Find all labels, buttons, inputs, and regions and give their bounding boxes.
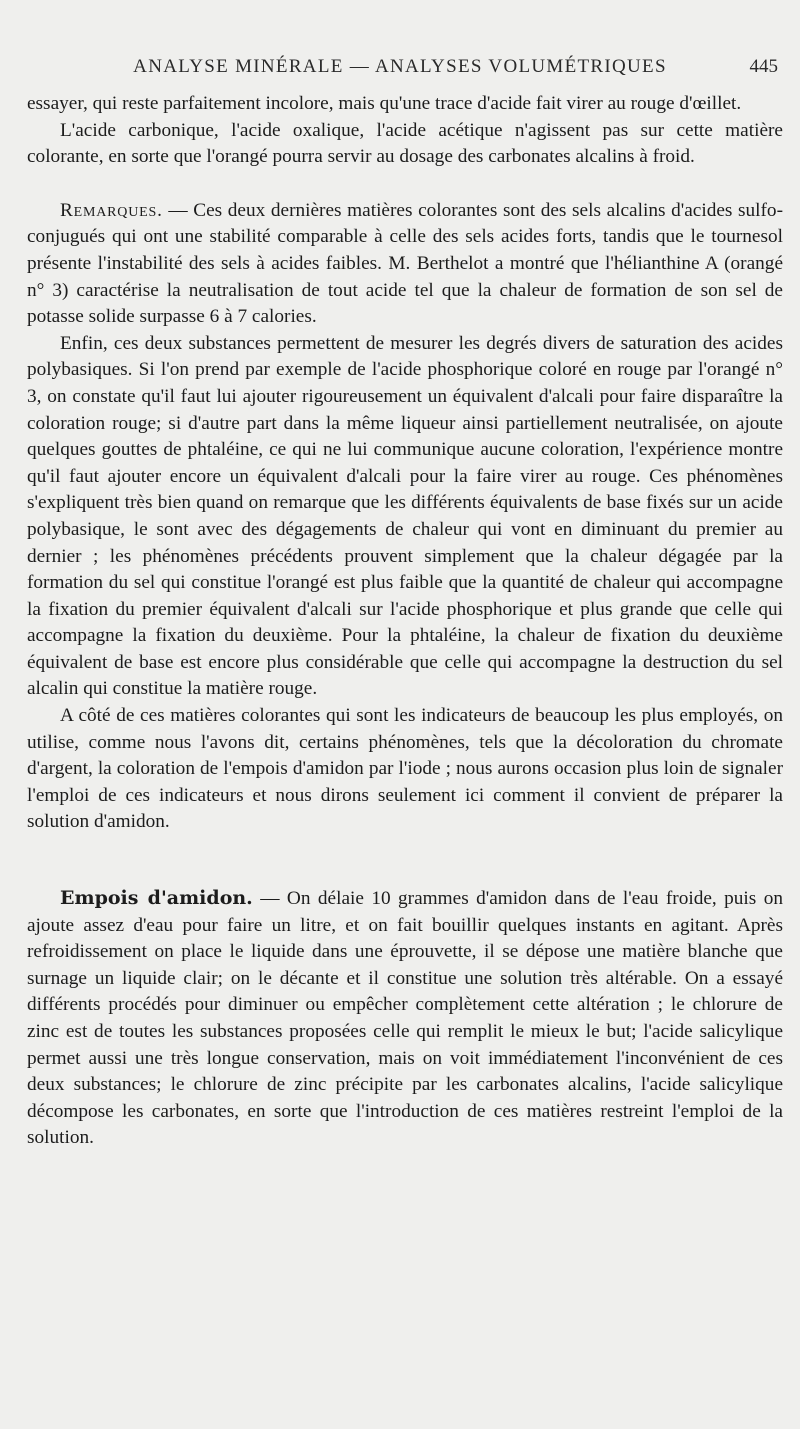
empois-text: — On délaie 10 grammes d'amidon dans de l'eau froide, puis on ajoute assez d'eau pour faire un litre, et on fait bouillir quelques instants en agitant. Après refroidissement on place le liquide dans une éprouvette, il se dépose une matière blanche que surnage un liquide clair; on le décante et il constitue une solution très altérable. On a essayé différents procédés pour diminuer ou empêcher complètement cette altération ; le chlorure de zinc est de toutes les substances proposées celle qui remplit le mieux le but; l'acide salicylique permet aussi une très longue conservation, mais on voit immédiatement l'inconvénient de ces deux substances; le chlorure de zinc précipite par les carbonates alcalins, l'acide salicylique décompose les carbonates, en sorte que l'introduction de ces matières restreint l'emploi de la solution.	[27, 888, 783, 1149]
paragraph-continuation: essayer, qui reste parfaitement incolore, mais qu'une trace d'acide fait virer au rouge d'œillet.	[27, 93, 742, 114]
paragraph-empois-amidon	[27, 885, 783, 1152]
page-number: 445	[749, 56, 778, 77]
paragraph-other-indicators: A côté de ces matières colorantes qui sont les indicateurs de beaucoup les plus employés, on utilise, comme nous l'avons dit, certains phénomènes, tels que la décoloration du chromate d'argent, la coloration de l'empois d'amidon par l'iode ; nous aurons occasion plus loin de signaler l'emploi de ces indicateurs et nous dirons seulement ici comment il convient de préparer la solution d'amidon.	[27, 705, 783, 833]
remarques-text: — Ces deux dernières matières colorantes sont des sels alcalins d'acides sulfo-conjugués qui ont une stabilité comparable à celle des sels acides forts, tandis que le tournesol présente l'instabilité des sels à acides faibles. M. Berthelot a montré que l'hélianthine A (orangé n° 3) caractérise la neutralisation de tout acide tel que la chaleur de formation de son sel de potasse solide surpasse 6 à 7 calories.	[27, 199, 783, 328]
body-text	[27, 91, 783, 1152]
paragraph-polybasic-acids: Enfin, ces deux substances permettent de mesurer les degrés divers de saturation des acides polybasiques. Si l'on prend par exemple de l'acide phosphorique coloré en rouge par l'orangé n° 3, on constate qu'il faut lui ajouter rigoureusement un équivalent d'alcali pour faire disparaître la coloration rouge; si d'autre part dans la même liqueur ainsi partiellement neutralisée, on ajoute quelques gouttes de phtaléine, ce qui ne lui communique aucune coloration, l'expérience montre qu'il faut ajouter encore un équivalent d'alcali pour la faire virer au rouge. Ces phénomènes s'expliquent très bien quand on remarque que les différents équivalents de base fixés sur un acide polybasique, le sont avec des dégagements de chaleur qui vont en diminuant du premier au dernier ; les phénomènes précédents prouvent simplement que la chaleur dégagée par la formation du sel qui constitue l'orangé est plus faible que la quantité de chaleur qui accompagne la fixation du premier équivalent d'alcali sur l'acide phosphorique et plus grande que celle qui accompagne la fixation du deuxième. Pour la phtaléine, la chaleur de fixation du deuxième équivalent de base est encore plus considérable que celle qui accompagne la destruction du sel alcalin qui constitue la matière rouge.	[27, 332, 783, 700]
remarques-label: Remarques.	[60, 199, 163, 221]
paragraph-carbonic-acid: L'acide carbonique, l'acide oxalique, l'acide acétique n'agissent pas sur cette matière colorante, en sorte que l'orangé pourra servir au dosage des carbonates alcalins à froid.	[27, 119, 783, 168]
empois-heading: Empois d'amidon.	[60, 887, 253, 910]
running-title: ANALYSE MINÉRALE — ANALYSES VOLUMÉTRIQUES	[133, 56, 667, 77]
paragraph-remarques	[27, 198, 783, 331]
